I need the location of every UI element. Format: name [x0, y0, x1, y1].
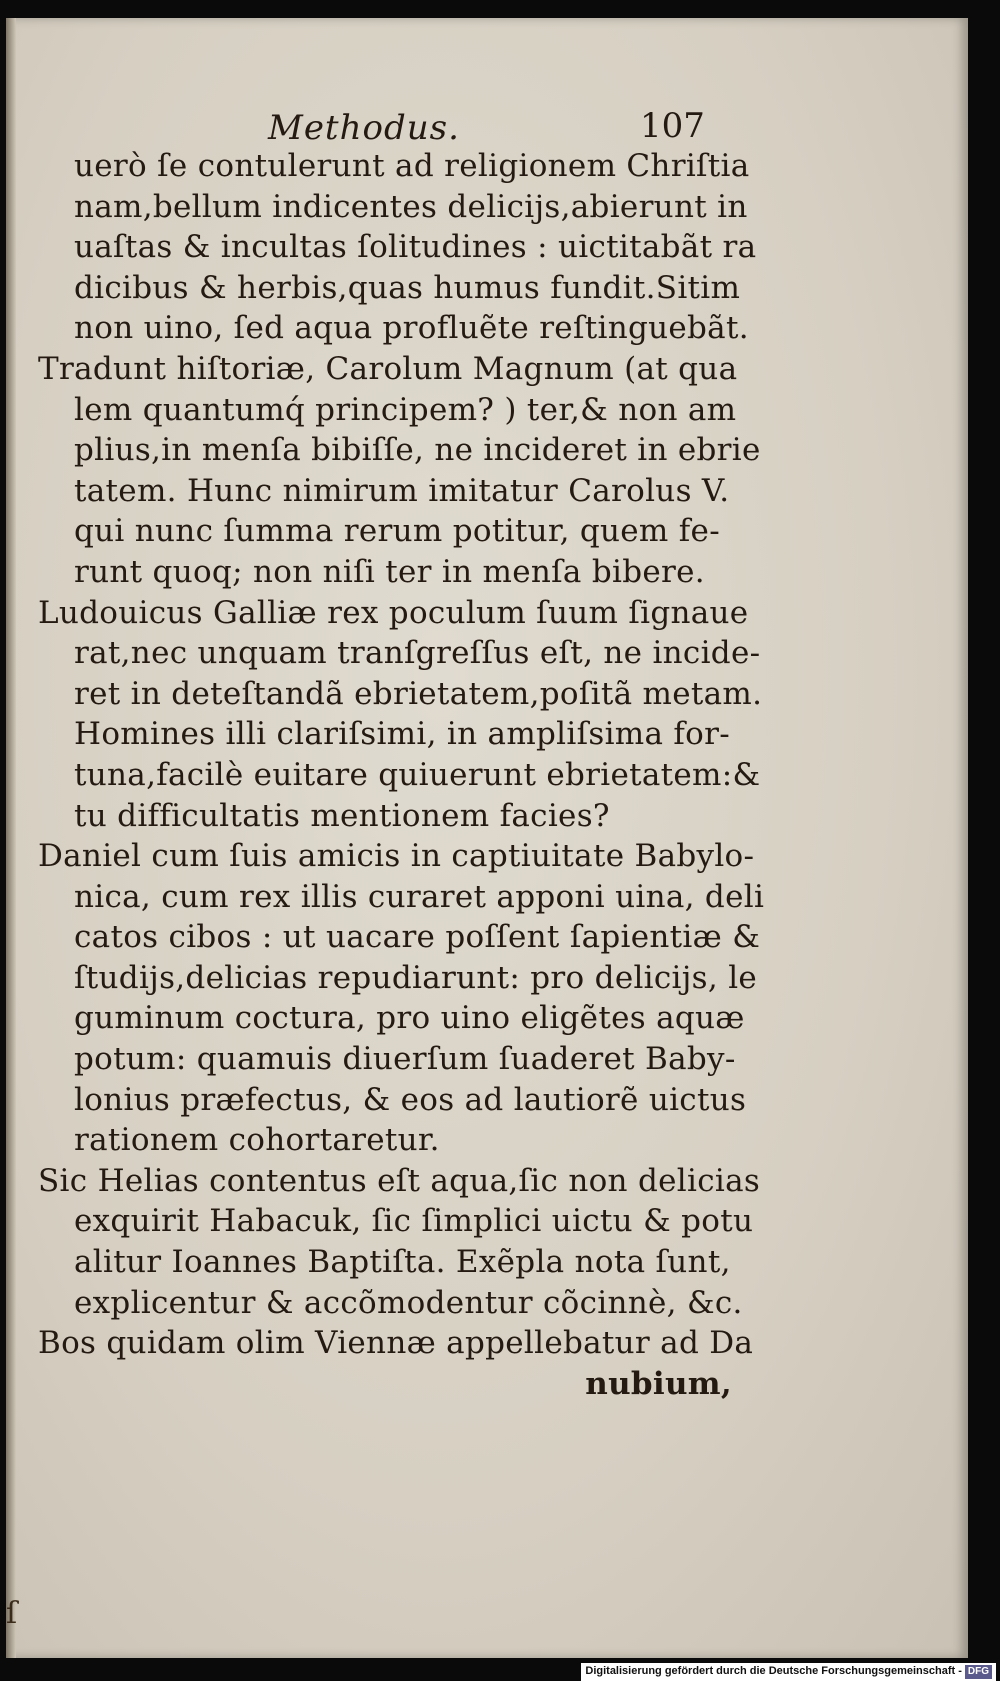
text-line: rat,nec unquam tranſgreſſus eſt, ne incide-	[74, 635, 761, 672]
text-line: Ludouicus Galliæ rex poculum ſuum ſignaue	[38, 594, 749, 631]
paragraph-1	[32, 146, 757, 349]
text-line: qui nunc ſumma rerum potitur, quem fe-	[74, 513, 720, 550]
dfg-logo: DFG	[965, 1665, 992, 1679]
text-line: rationem cohortaretur.	[74, 1122, 440, 1159]
text-line: uerò ſe contulerunt ad religionem Chriſtia	[74, 148, 750, 184]
text-line: non uino, ſed aqua profluẽte reſtinguebãt.	[74, 310, 749, 347]
text-line: lonius præfectus, & eos ad lautiorẽ uictus	[74, 1081, 747, 1118]
text-line: uaſtas & incultas ſolitudines : uictitabãt ra	[74, 229, 757, 266]
text-line: Sic Helias contentus eſt aqua,ſic non delicias	[38, 1162, 761, 1199]
text-line: potum: quamuis diuerſum ſuaderet Baby-	[74, 1041, 736, 1078]
text-block	[32, 90, 765, 1404]
page-spine-edge	[6, 18, 16, 1658]
text-line: nica, cum rex illis curaret apponi uina, deli	[74, 878, 765, 915]
digitization-credit	[581, 1663, 996, 1681]
page-header	[32, 90, 732, 146]
text-line: Homines illi clariſsimi, in ampliſsima for-	[74, 716, 731, 753]
text-line: guminum coctura, pro uino eligẽtes aquæ	[74, 1000, 745, 1037]
credit-text: Digitalisierung gefördert durch die Deutsche Forschungsgemeinschaft -	[585, 1665, 962, 1677]
text-line: tu difficultatis mentionem facies?	[74, 797, 610, 834]
paragraph-2	[32, 349, 761, 593]
text-line: tuna,facilè euitare quiuerunt ebrietatem:&	[74, 756, 761, 793]
book-page	[6, 18, 968, 1658]
text-line: Tradunt hiſtoriæ, Carolum Magnum (at qua	[38, 350, 738, 387]
text-line: runt quoq; non niſi ter in menſa bibere.	[74, 553, 705, 590]
text-line: nam,bellum indicentes delicijs,abierunt in	[74, 188, 748, 225]
text-line: exquirit Habacuk, ſic ſimplici uictu & potu	[74, 1203, 754, 1240]
catchword: nubium,	[585, 1365, 732, 1402]
text-line: explicentur & accõmodentur cõcinnè, &c.	[74, 1284, 743, 1321]
text-line: Bos quidam olim Viennæ appellebatur ad Da	[38, 1325, 754, 1362]
text-line: alitur Ioannes Baptiſta. Exẽpla nota ſunt,	[74, 1244, 731, 1281]
text-line: plius,in menſa bibiſſe, ne incideret in ebrie	[74, 432, 761, 469]
paragraph-5	[32, 1161, 761, 1323]
text-line: ret in deteſtandã ebrietatem,poſitã metam.	[74, 675, 763, 712]
paragraph-6	[32, 1323, 754, 1404]
text-line: Daniel cum ſuis amicis in captiuitate Babylo-	[38, 838, 755, 875]
paragraph-4	[32, 836, 765, 1161]
running-head: Methodus.	[268, 108, 460, 148]
page-number: 107	[640, 106, 705, 146]
paragraph-3	[32, 593, 763, 837]
page-corner-mark: ſ	[6, 1596, 18, 1631]
text-line: tatem. Hunc nimirum imitatur Carolus V.	[74, 472, 730, 509]
text-line: dicibus & herbis,quas humus fundit.Sitim	[74, 269, 741, 306]
text-line: catos cibos : ut uacare poſſent ſapientiæ &	[74, 919, 761, 956]
text-line: ſtudijs,delicias repudiarunt: pro delicijs, le	[74, 959, 758, 996]
text-line: lem quantumq́ principem? ) ter,& non am	[74, 391, 737, 428]
